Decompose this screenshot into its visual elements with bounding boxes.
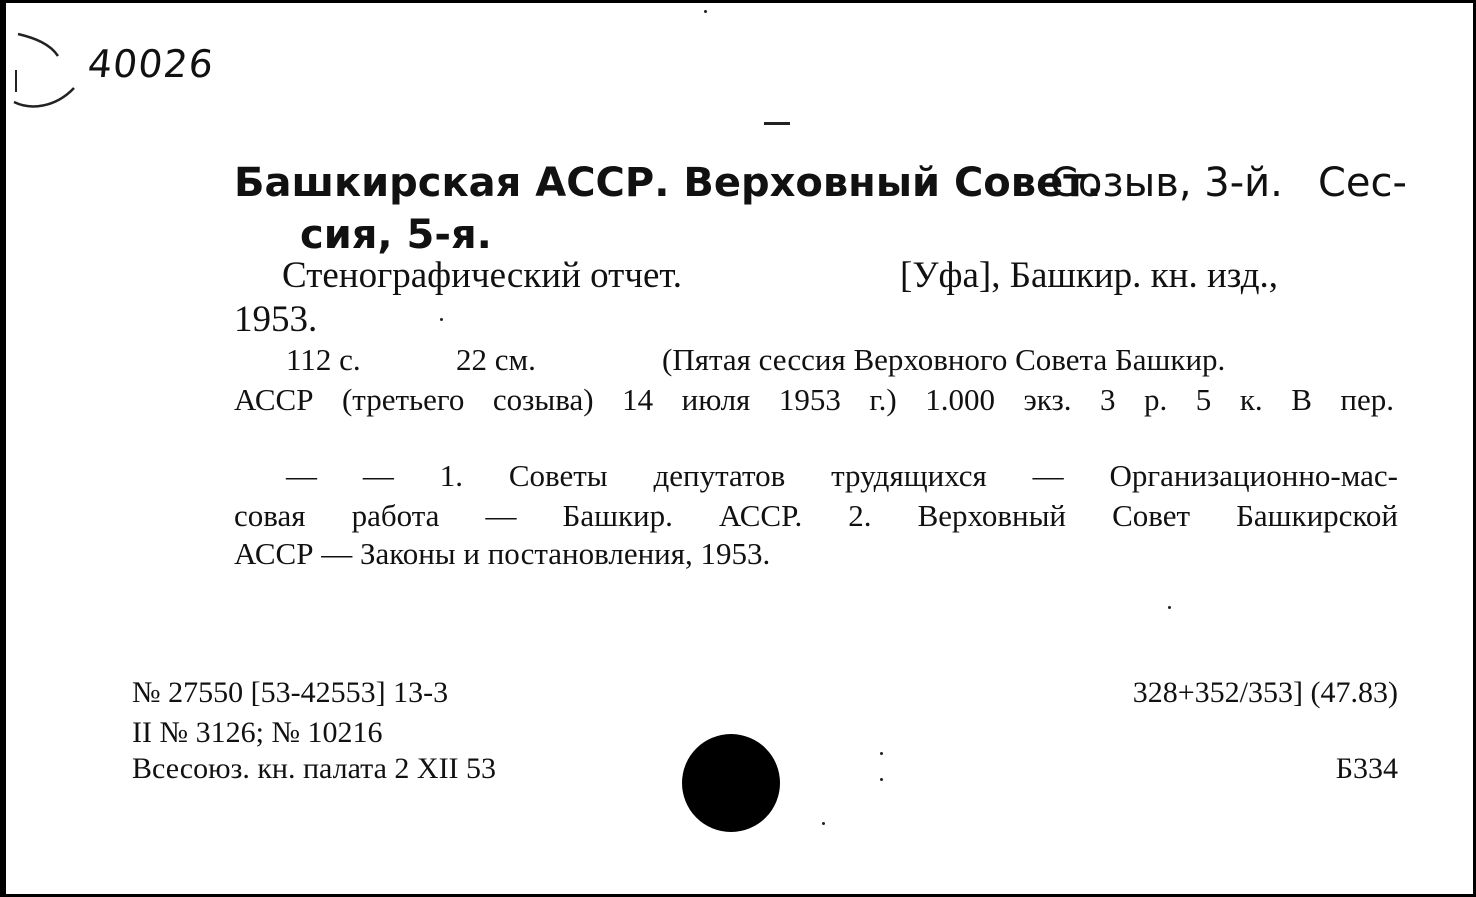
series-note-end: АССР (третьего созыва) 14 июля 1953 г.) 1.000 экз. 3 р. 5 к. В пер.: [234, 382, 1394, 417]
heading-session-part2: сия, 5-я.: [300, 212, 492, 258]
subject-headings-line3: АССР — Законы и постановления, 1953.: [234, 536, 771, 571]
corner-pencil-mark: [10, 30, 80, 120]
pages-count: 112 с.: [286, 342, 361, 377]
chamber-date: Всесоюз. кн. палата 2 XII 53: [132, 752, 497, 785]
speck: [822, 822, 825, 825]
punch-hole: [682, 734, 780, 832]
scan-edge: [0, 0, 6, 897]
card-code: Б334: [1335, 752, 1398, 785]
dash-mark: [764, 122, 790, 125]
title-text: Стенографический отчет.: [282, 255, 683, 296]
speck: [880, 778, 883, 781]
speck: [704, 10, 707, 13]
subject-headings-line2: совая работа — Башкир. АССР. 2. Верховный Совет Башкирской: [234, 498, 1398, 533]
registration-number: № 27550 [53-42553] 13-3: [132, 676, 449, 709]
speck: [880, 752, 883, 755]
heading-session-part1: Сес-: [1318, 160, 1407, 206]
second-registration-number: II № 3126; № 10216: [132, 716, 383, 749]
book-size: 22 см.: [456, 342, 536, 377]
heading-convocation: Созыв, 3-й.: [1050, 160, 1283, 206]
classification-code: 328+352/353] (47.83): [1132, 676, 1398, 709]
speck: [1168, 606, 1171, 609]
heading-author: Башкирская АССР. Верховный Совет.: [234, 160, 1102, 206]
series-note-start: (Пятая сессия Верховного Совета Башкир.: [662, 342, 1226, 377]
subject-headings-line1: — — 1. Советы депутатов трудящихся — Организационно-мас-: [286, 458, 1398, 493]
imprint-text: [Уфа], Башкир. кн. изд.,: [900, 255, 1279, 296]
imprint-year: 1953.: [234, 299, 318, 340]
speck: [440, 318, 443, 321]
handwritten-accession-number: 40026: [85, 42, 217, 86]
